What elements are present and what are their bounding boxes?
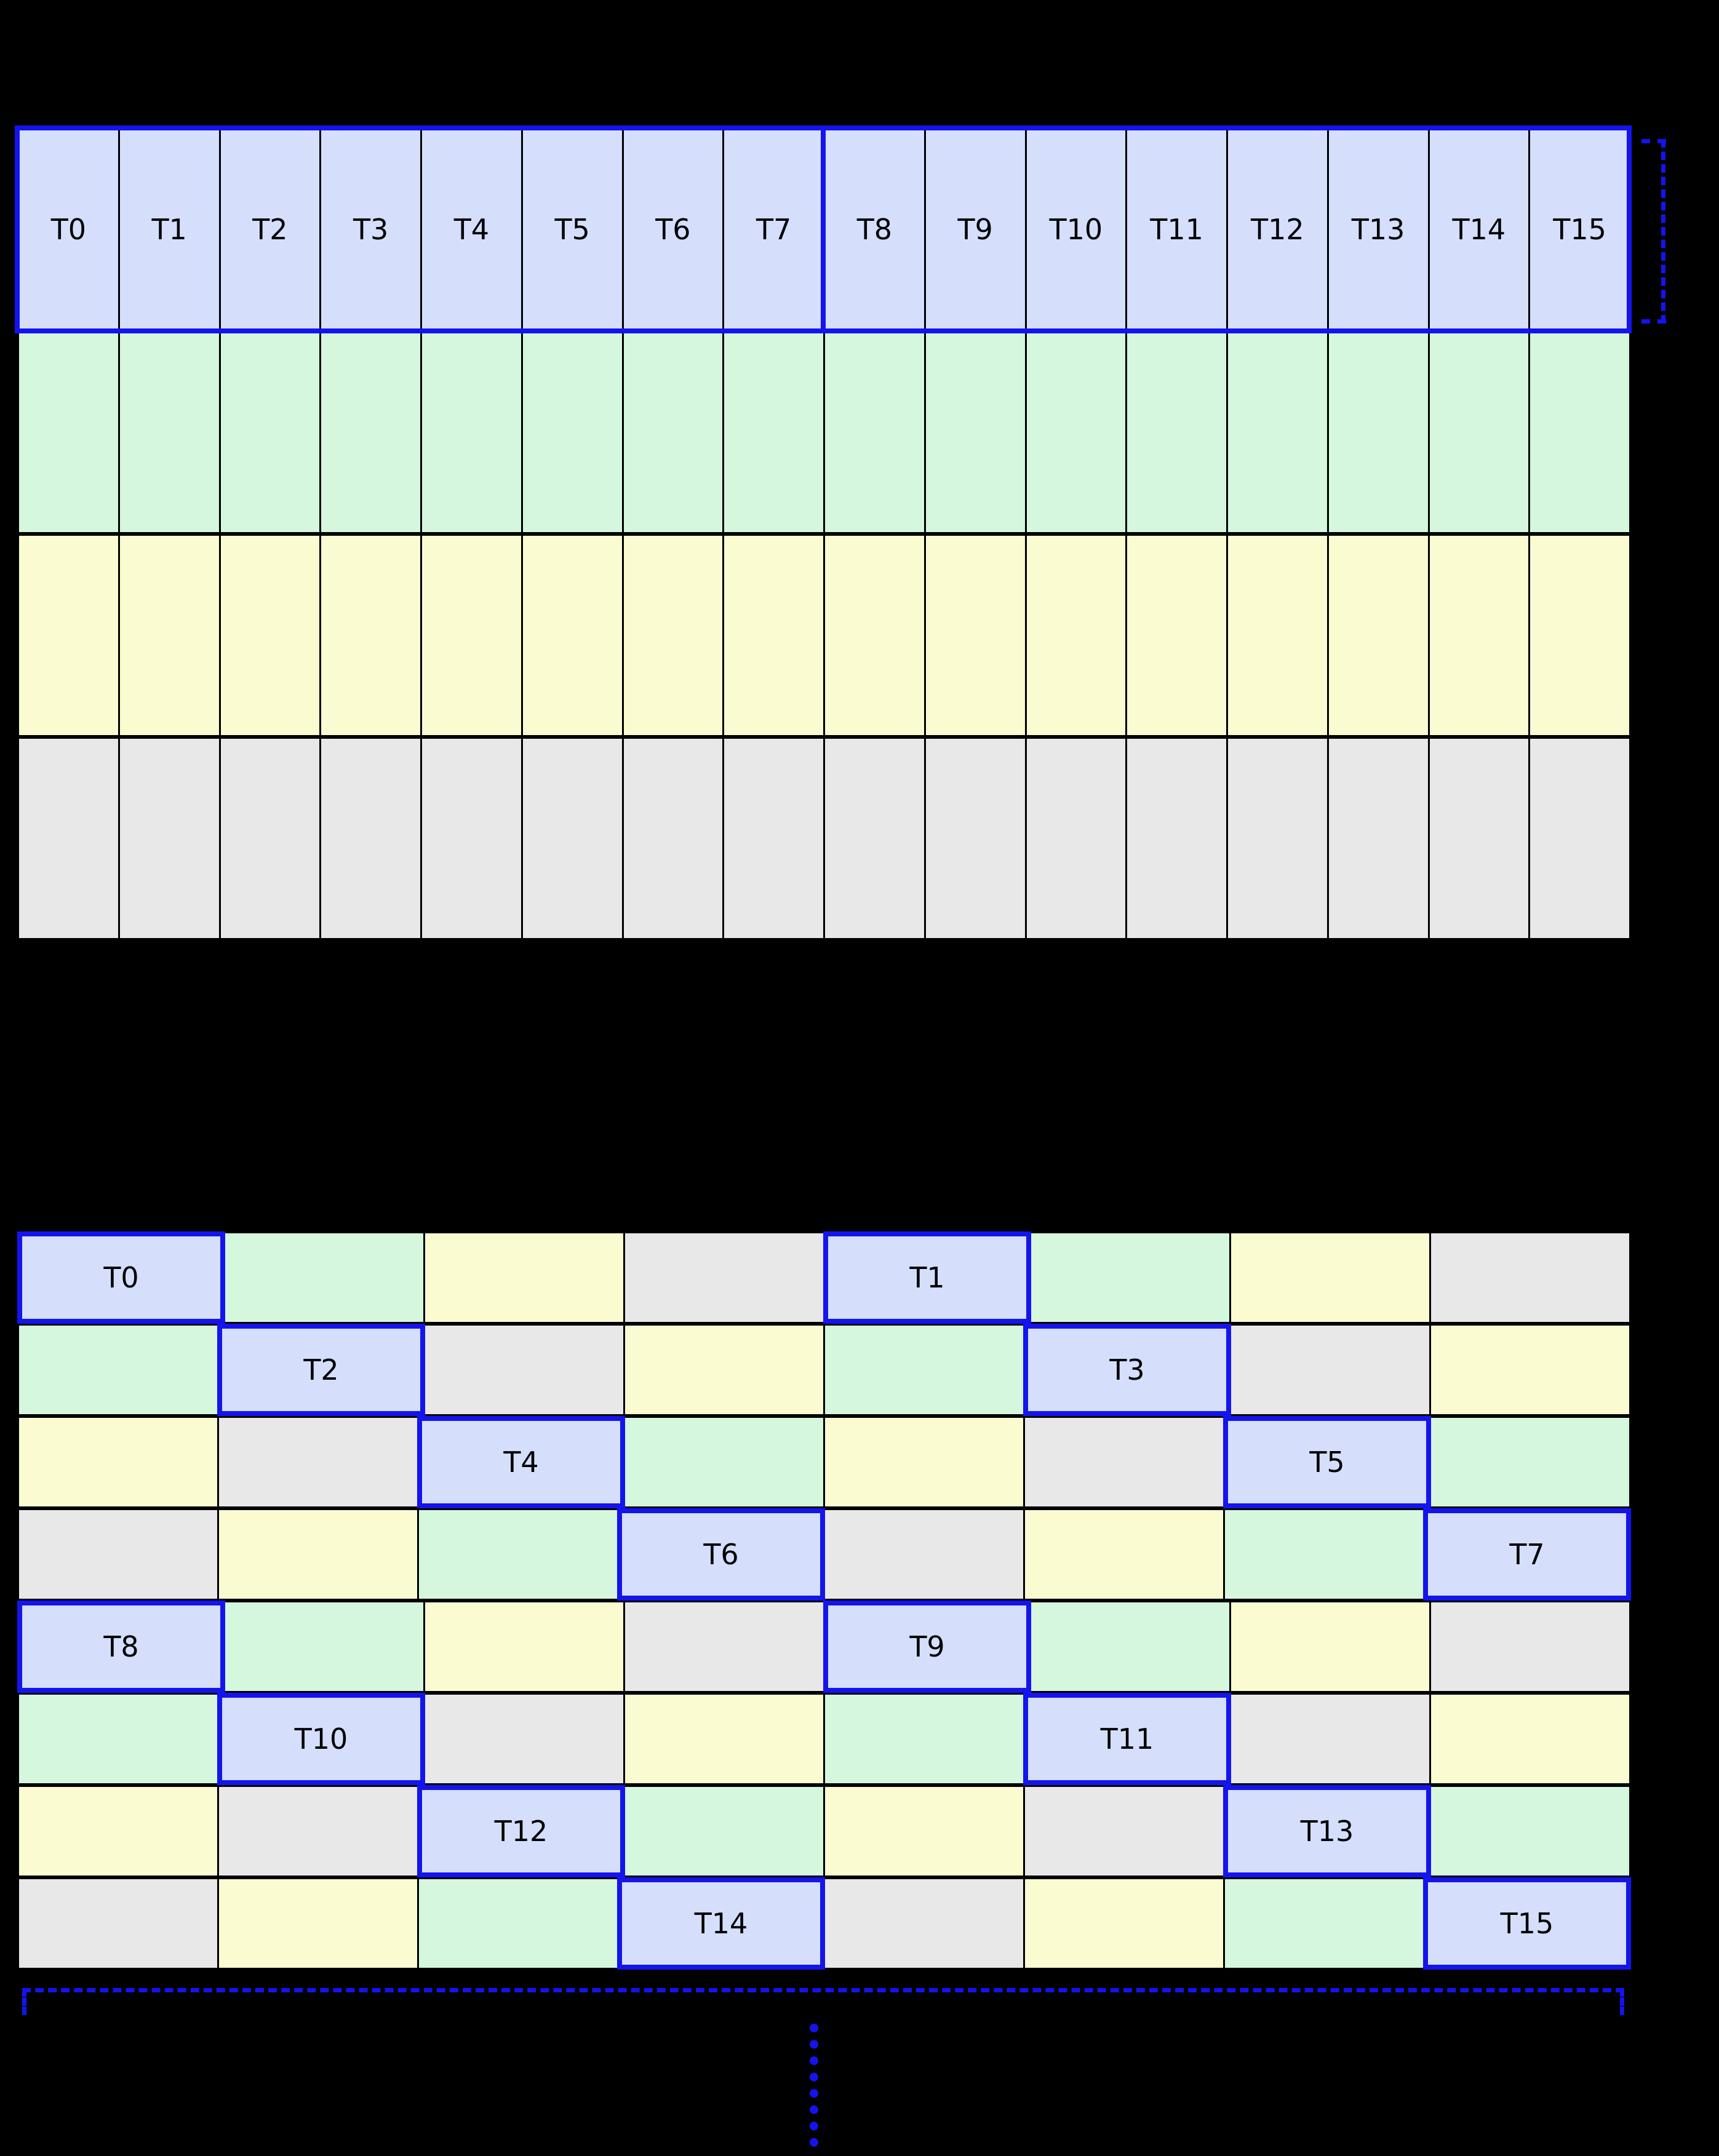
bottom-data-cell xyxy=(623,1601,825,1693)
bottom-data-cell xyxy=(623,1416,825,1508)
top-data-cell xyxy=(924,331,1027,534)
top-data-cell xyxy=(1428,534,1531,737)
top-data-cell xyxy=(1226,331,1329,534)
bottom-thread-cell: T7 xyxy=(1423,1508,1631,1601)
top-data-cell xyxy=(521,737,624,940)
top-thread-cell: T14 xyxy=(1428,128,1531,331)
top-data-cell xyxy=(1125,534,1228,737)
bracket-bottom-line xyxy=(1641,319,1666,324)
bottom-data-cell xyxy=(623,1324,825,1416)
top-data-cell xyxy=(420,737,523,940)
top-thread-cell: T3 xyxy=(319,128,422,331)
bottom-row xyxy=(17,1324,1629,1416)
bottom-thread-cell: T2 xyxy=(217,1324,425,1416)
top-data-cell xyxy=(622,331,725,534)
bottom-data-cell xyxy=(1023,1877,1225,1970)
bottom-data-cell xyxy=(423,1324,625,1416)
bottom-data-cell xyxy=(417,1877,619,1970)
top-data-cell xyxy=(17,534,120,737)
top-data-cell xyxy=(219,534,322,737)
top-data-cell xyxy=(1025,737,1128,940)
top-data-cell xyxy=(1025,331,1128,534)
bottom-thread-cell: T8 xyxy=(17,1601,225,1693)
top-data-cell xyxy=(420,331,523,534)
top-data-cell xyxy=(823,331,926,534)
bottom-thread-cell: T14 xyxy=(617,1877,825,1970)
bottom-row xyxy=(17,1877,1629,1970)
top-data-cell xyxy=(1428,331,1531,534)
bottom-data-cell xyxy=(1023,1508,1225,1601)
bottom-thread-cell: T1 xyxy=(823,1231,1031,1324)
bottom-data-cell xyxy=(223,1231,425,1324)
bottom-row xyxy=(17,1416,1629,1508)
bottom-row xyxy=(17,1693,1629,1785)
top-data-cell xyxy=(319,737,422,940)
top-data-cell xyxy=(319,331,422,534)
bottom-data-cell xyxy=(623,1785,825,1877)
bottom-data-cell xyxy=(17,1693,219,1785)
top-thread-cell: T10 xyxy=(1025,128,1128,331)
top-data-cell xyxy=(622,534,725,737)
top-data-cell xyxy=(722,737,825,940)
top-data-cell xyxy=(118,534,221,737)
top-thread-cell: T12 xyxy=(1226,128,1329,331)
top-data-cell xyxy=(17,737,120,940)
top-data-cell xyxy=(1528,737,1631,940)
bottom-thread-cell: T10 xyxy=(217,1693,425,1785)
top-thread-cell: T7 xyxy=(722,128,825,331)
top-thread-cell: T1 xyxy=(118,128,221,331)
bottom-data-cell xyxy=(223,1601,425,1693)
top-data-cell xyxy=(1125,737,1228,940)
top-data-cell xyxy=(1327,737,1430,940)
top-data-cell xyxy=(219,331,322,534)
top-data-cell xyxy=(1226,534,1329,737)
bottom-data-cell xyxy=(823,1693,1025,1785)
top-data-cell xyxy=(1125,331,1228,534)
bottom-data-cell xyxy=(17,1324,219,1416)
top-data-cell xyxy=(722,534,825,737)
bottom-thread-cell: T15 xyxy=(1423,1877,1631,1970)
top-thread-cell: T0 xyxy=(17,128,120,331)
top-data-cell xyxy=(1428,737,1531,940)
top-data-cell xyxy=(521,534,624,737)
top-data-cell xyxy=(420,534,523,737)
top-thread-cell: T2 xyxy=(219,128,322,331)
top-thread-cell: T9 xyxy=(924,128,1027,331)
bottom-data-cell xyxy=(423,1231,625,1324)
bottom-data-cell xyxy=(823,1508,1025,1601)
vertical-dotted-connector xyxy=(810,2024,818,2147)
top-data-cell xyxy=(924,737,1027,940)
bottom-data-cell xyxy=(1229,1324,1431,1416)
top-data-cell xyxy=(722,331,825,534)
top-data-cell xyxy=(118,737,221,940)
bottom-data-cell xyxy=(1429,1785,1631,1877)
bottom-data-cell xyxy=(1229,1693,1431,1785)
top-right-bracket xyxy=(1641,139,1670,324)
bottom-data-cell xyxy=(17,1508,219,1601)
bottom-data-cell xyxy=(423,1693,625,1785)
bottom-data-cell xyxy=(823,1877,1025,1970)
bracket-vertical-line xyxy=(1661,139,1665,324)
bottom-data-cell xyxy=(823,1785,1025,1877)
top-data-cell xyxy=(1327,534,1430,737)
bottom-row xyxy=(17,1231,1629,1324)
bottom-bracket-line xyxy=(22,1988,1624,1992)
bottom-row xyxy=(17,1601,1629,1693)
bottom-data-cell xyxy=(1223,1877,1425,1970)
bottom-data-cell xyxy=(417,1508,619,1601)
bottom-data-cell xyxy=(423,1601,625,1693)
bottom-data-cell xyxy=(1029,1601,1231,1693)
top-data-cell xyxy=(622,737,725,940)
top-data-cell xyxy=(1226,737,1329,940)
bottom-data-cell xyxy=(623,1693,825,1785)
top-data-cell xyxy=(118,331,221,534)
top-row-green xyxy=(17,331,1629,534)
bottom-thread-cell: T3 xyxy=(1023,1324,1231,1416)
bottom-thread-cell: T5 xyxy=(1223,1416,1431,1508)
top-thread-cell: T15 xyxy=(1528,128,1631,331)
top-thread-cell: T5 xyxy=(521,128,624,331)
top-data-cell xyxy=(319,534,422,737)
bottom-data-cell xyxy=(217,1785,419,1877)
top-data-cell xyxy=(219,737,322,940)
bottom-data-cell xyxy=(623,1231,825,1324)
top-data-cell xyxy=(1528,331,1631,534)
top-thread-cell: T8 xyxy=(823,128,926,331)
top-row-grey xyxy=(17,737,1629,940)
top-thread-cell: T13 xyxy=(1327,128,1430,331)
bottom-data-cell xyxy=(823,1416,1025,1508)
top-data-cell xyxy=(17,331,120,534)
top-data-cell xyxy=(1327,331,1430,534)
bottom-data-cell xyxy=(1229,1231,1431,1324)
bottom-data-cell xyxy=(17,1785,219,1877)
bottom-grid xyxy=(17,1231,1629,1970)
bottom-data-cell xyxy=(217,1877,419,1970)
bottom-data-cell xyxy=(17,1416,219,1508)
top-data-cell xyxy=(823,737,926,940)
bottom-data-cell xyxy=(1229,1601,1431,1693)
bottom-data-cell xyxy=(1429,1693,1631,1785)
bottom-thread-cell: T13 xyxy=(1223,1785,1431,1877)
bottom-data-cell xyxy=(1029,1231,1231,1324)
bottom-bracket-right-tick xyxy=(1620,1988,1624,2015)
bottom-data-cell xyxy=(217,1508,419,1601)
bottom-data-cell xyxy=(1429,1601,1631,1693)
bottom-data-cell xyxy=(1429,1416,1631,1508)
top-thread-cell: T4 xyxy=(420,128,523,331)
bottom-data-cell xyxy=(1023,1416,1225,1508)
top-row-yellow xyxy=(17,534,1629,737)
top-data-cell xyxy=(1528,534,1631,737)
bottom-thread-cell: T9 xyxy=(823,1601,1031,1693)
bottom-data-cell xyxy=(1429,1231,1631,1324)
bottom-data-cell xyxy=(17,1877,219,1970)
bottom-row xyxy=(17,1785,1629,1877)
bottom-thread-cell: T12 xyxy=(417,1785,625,1877)
bottom-data-cell xyxy=(1223,1508,1425,1601)
top-data-cell xyxy=(924,534,1027,737)
bottom-thread-cell: T4 xyxy=(417,1416,625,1508)
top-data-cell xyxy=(823,534,926,737)
top-data-cell xyxy=(1025,534,1128,737)
bottom-data-cell xyxy=(217,1416,419,1508)
bottom-data-cell xyxy=(823,1324,1025,1416)
bottom-thread-cell: T11 xyxy=(1023,1693,1231,1785)
bottom-data-cell xyxy=(1023,1785,1225,1877)
top-thread-cell: T11 xyxy=(1125,128,1228,331)
top-data-cell xyxy=(521,331,624,534)
top-thread-cell: T6 xyxy=(622,128,725,331)
bottom-data-cell xyxy=(1429,1324,1631,1416)
bottom-bracket xyxy=(22,1982,1624,2019)
top-row-threads xyxy=(17,128,1629,331)
bottom-thread-cell: T6 xyxy=(617,1508,825,1601)
bottom-row xyxy=(17,1508,1629,1601)
top-grid xyxy=(17,128,1629,940)
bottom-thread-cell: T0 xyxy=(17,1231,225,1324)
